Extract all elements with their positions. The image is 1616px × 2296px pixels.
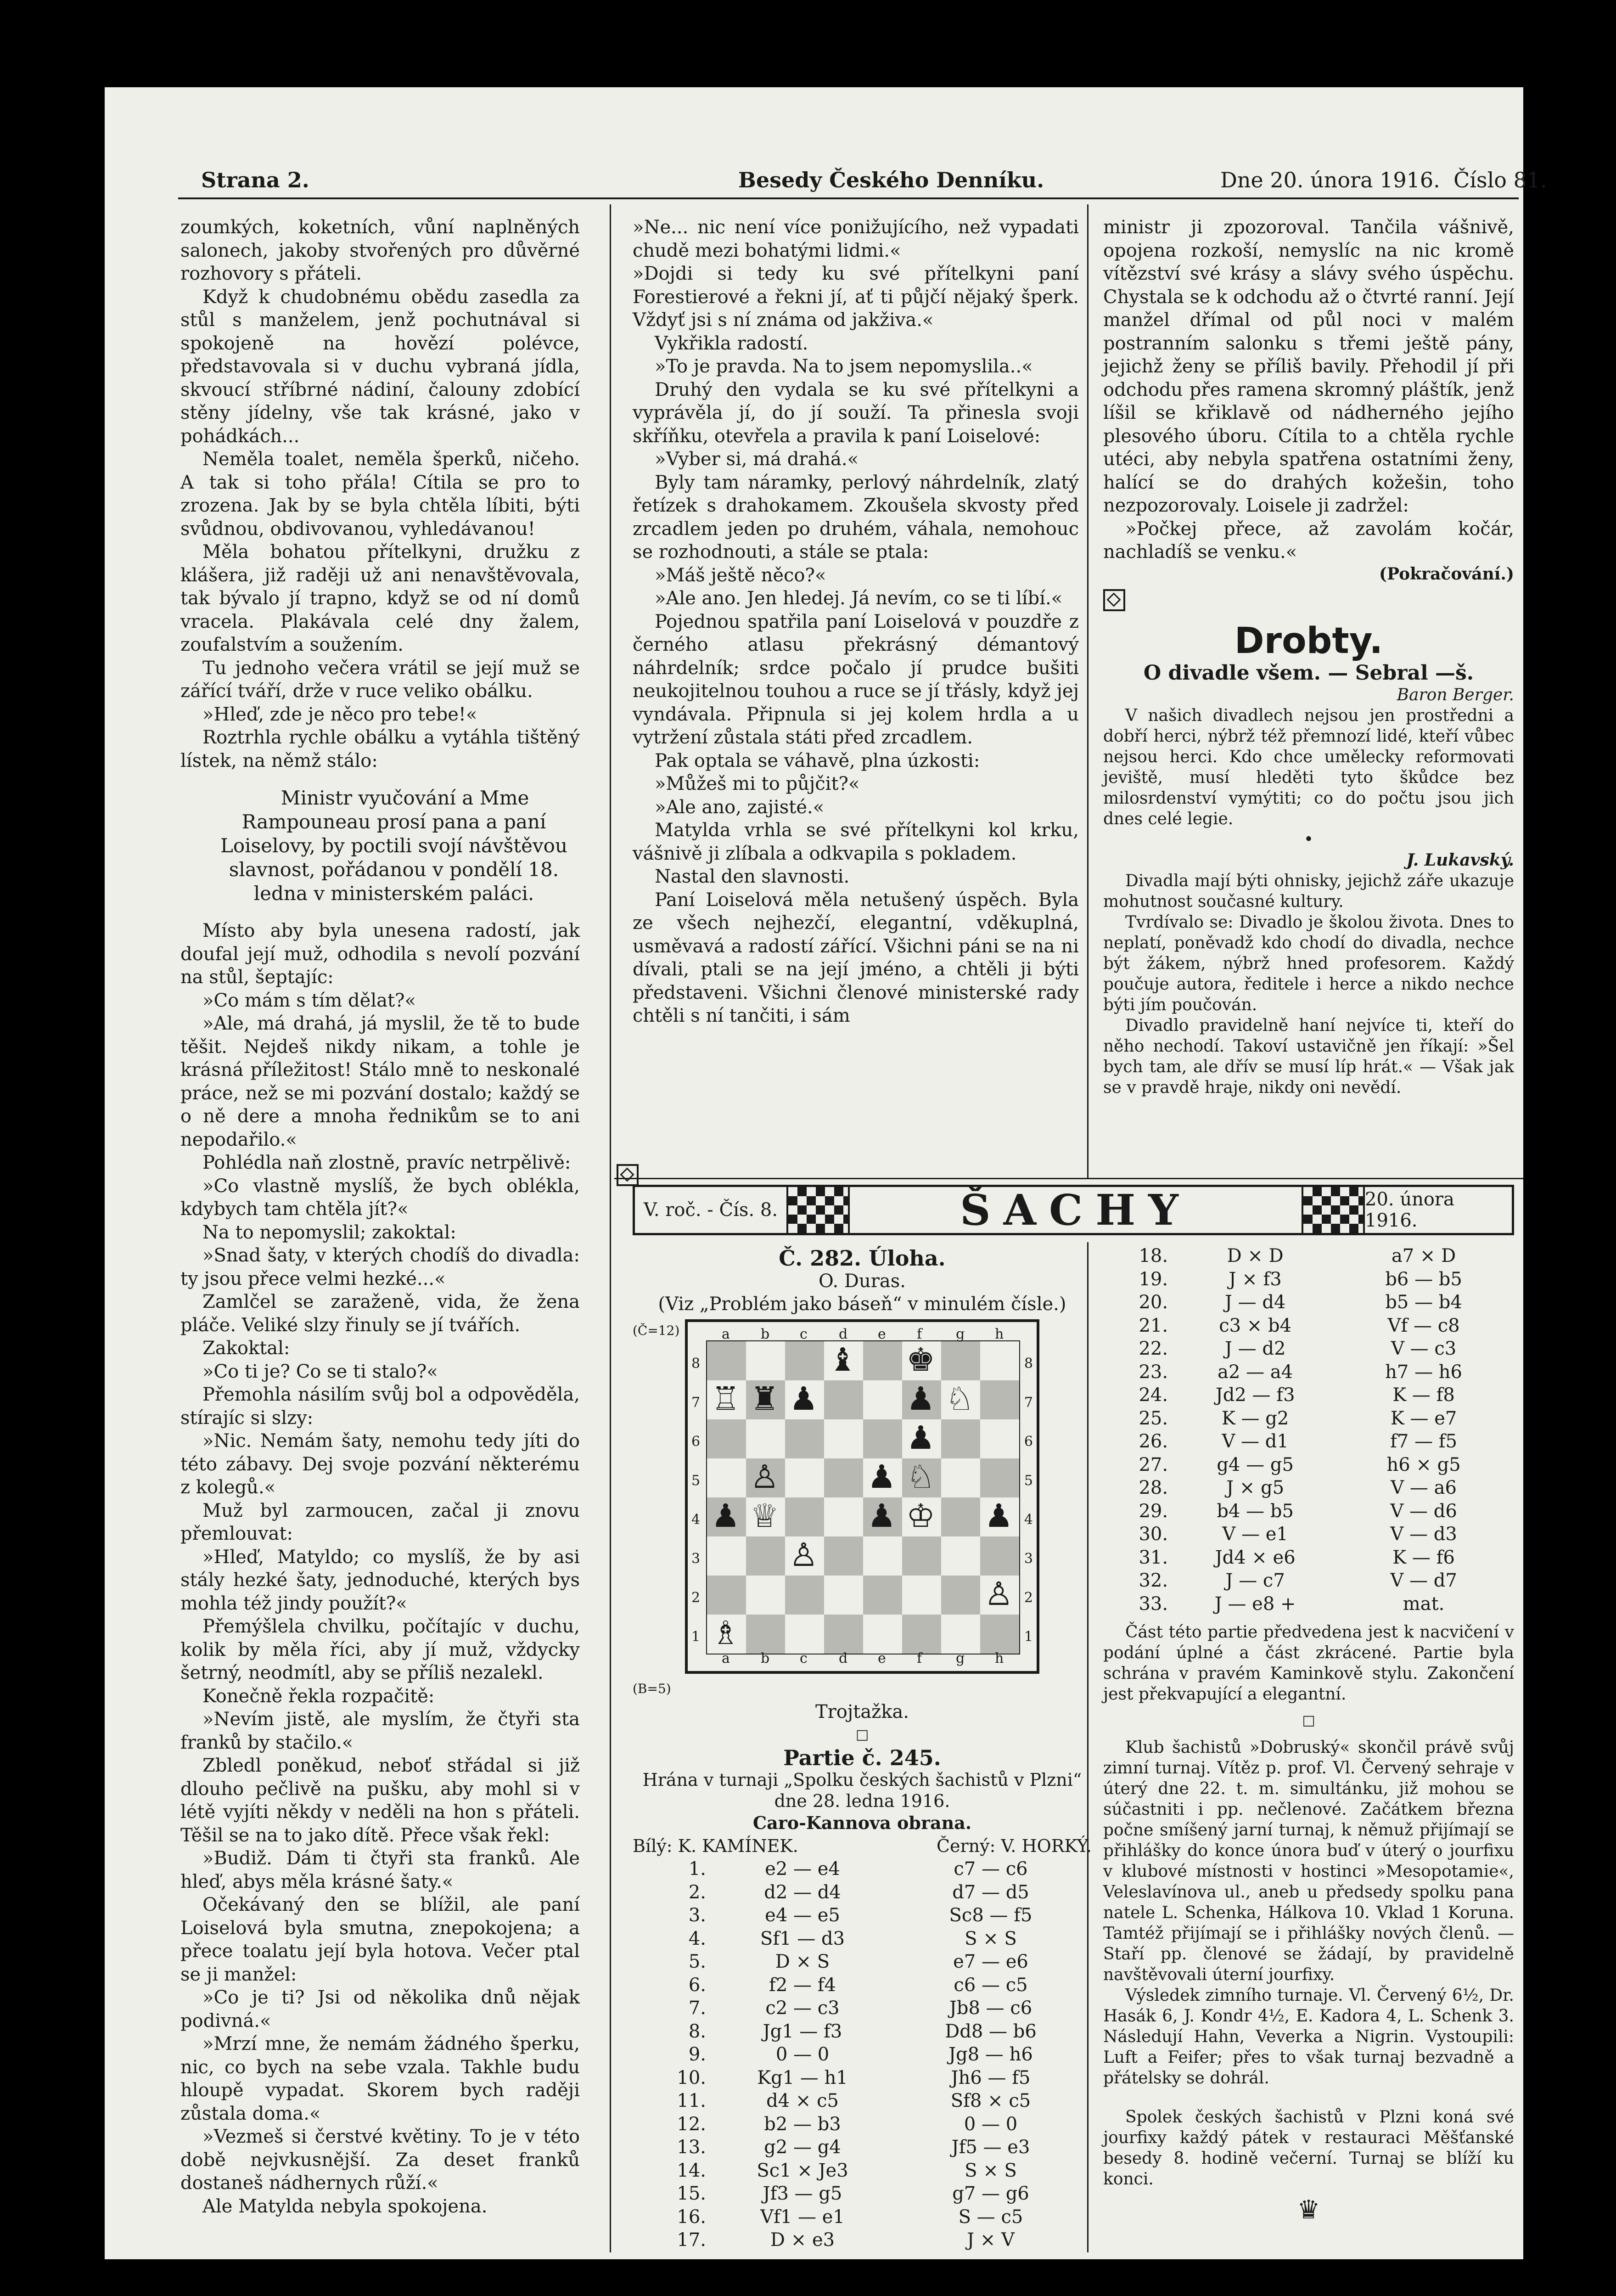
white-pawn-icon: ♙ <box>984 1575 1013 1613</box>
black-pawn-icon: ♟ <box>711 1497 740 1535</box>
move-row <box>633 2089 1092 2113</box>
invitation-text: Ministr vyučování a Mme Rampouneau prosí pana a paní Loiselovy, by poctili svojí návštěvou slavnost, pořádanou v pondělí 18. ledna v ministerském paláci. <box>220 787 568 905</box>
story-paragraph: Druhý den vydala se ku své přítelkyni a vyprávěla jí, do jí souží. Ta přinesla svoji skříňku, otevřela a pravila k paní Loiselové: <box>633 379 1079 447</box>
white-move: a2 — a4 <box>1218 1361 1293 1383</box>
file-label: f <box>917 1326 922 1342</box>
move-number: 17. <box>677 2229 706 2251</box>
move-number: 14. <box>677 2160 706 2181</box>
quote-text: Divadla mají býti ohnisky, jejichž záře ukazuje mohutnost současné kultury. <box>1103 872 1514 911</box>
white-move: e2 — e4 <box>765 1858 840 1880</box>
game-title: Partie č. 245. <box>783 1745 941 1770</box>
move-number: 28. <box>1139 1477 1168 1498</box>
rank-label: 4 <box>691 1512 701 1528</box>
move-number: 16. <box>677 2206 706 2228</box>
black-move: Jb8 — c6 <box>949 1998 1032 2019</box>
story-paragraph: Pohlédla naň zlostně, pravíc netrpělivě: <box>202 1152 571 1173</box>
move-row <box>1103 1546 1514 1570</box>
black-move: Dd8 — b6 <box>945 2020 1037 2042</box>
column-divider-left <box>610 204 611 2252</box>
black-move: J × V <box>967 2229 1015 2251</box>
chess-top-rule <box>614 1178 1523 1179</box>
black-move: V — d7 <box>1390 1570 1457 1591</box>
story-paragraph: Vykřikla radostí. <box>655 332 808 354</box>
story-paragraph: Když k chudobnému obědu zasedla za stůl s manželem, jenž pochutnával si spokojeně na hovězí polévce, představovala si v duchu vybraná jídla, skvoucí stříbrné nádiní, čalouny zdobící stěny jídelny, vše tak krásné, jako v pohádkách... <box>180 286 580 447</box>
white-move: V — d1 <box>1222 1431 1289 1452</box>
file-label: h <box>995 1650 1004 1666</box>
move-row <box>1103 1523 1514 1546</box>
story-paragraph: »Dojdi si tedy ku své přítelkyni paní Forestierové a řekni jí, ať ti půjčí nějaký šperk. Vždyť jsi s ní známa od jakživa.« <box>633 263 1079 331</box>
move-number: 27. <box>1139 1454 1168 1475</box>
story-paragraph: »Co mám s tím dělat?« <box>202 990 416 1011</box>
black-move: c6 — c5 <box>954 1974 1028 1996</box>
move-number: 15. <box>677 2183 706 2204</box>
game-comment: Část této partie předvedena jest k nacvičení v podání úplné a část zkrácené. Partie byla schrána v pravém Kaminkově stylu. Zakončení jest překvapující a elegantní. <box>1103 1623 1514 1704</box>
move-number: 9. <box>688 2044 706 2065</box>
story-paragraph: Na to nepomyslil; zakoktal: <box>202 1221 456 1243</box>
story-paragraph: Pak optala se váhavě, plna úzkosti: <box>655 750 980 771</box>
story-paragraph: »Nic. Nemám šaty, nemohu tedy jíti do této zábavy. Dej svoje pozvání některému z kolegů.« <box>180 1430 580 1498</box>
page-number: Strana 2. <box>201 168 309 192</box>
story-column-2 <box>633 216 1079 1028</box>
black-rook-icon: ♜ <box>750 1380 779 1418</box>
move-row <box>1103 1384 1514 1407</box>
move-row <box>633 2206 1092 2229</box>
file-label: c <box>800 1650 808 1666</box>
white-queen-icon: ♕ <box>750 1497 779 1535</box>
move-row <box>1103 1244 1514 1268</box>
chess-title: ŠACHY <box>850 1187 1303 1233</box>
move-row <box>1103 1361 1514 1384</box>
move-number: 25. <box>1139 1407 1168 1429</box>
white-player: Bílý: K. KAMÍNEK. <box>633 1836 798 1856</box>
rank-label: 6 <box>1024 1434 1033 1450</box>
white-move: b4 — b5 <box>1217 1500 1294 1522</box>
rank-label: 4 <box>1024 1512 1033 1528</box>
white-rook-icon: ♖ <box>711 1380 740 1418</box>
opening-name: Caro-Kannova obrana. <box>752 1812 972 1833</box>
story-paragraph: Konečně řekla rozpačitě: <box>202 1685 435 1707</box>
black-move: S — c5 <box>958 2206 1023 2228</box>
black-move: d7 — d5 <box>952 1881 1029 1903</box>
file-label: g <box>956 1326 965 1342</box>
move-number: 26. <box>1139 1431 1168 1452</box>
piece-count-white: (B=5) <box>633 1681 671 1696</box>
issue-date: Dne 20. února 1916. Číslo 81. <box>1220 168 1547 192</box>
move-number: 1. <box>688 1858 706 1880</box>
white-move: D × S <box>775 1951 830 1972</box>
story-paragraph: »Počkej přece, až zavolám kočár, nachladíš se venku.« <box>1103 518 1514 563</box>
checker-icon <box>1303 1187 1365 1233</box>
move-row <box>1103 1314 1514 1338</box>
newspaper-page <box>105 87 1547 2259</box>
story-paragraph: zoumkých, koketních, vůní naplněných salonech, jakoby stvořených pro důvěrné rozhovory s přáteli. <box>180 217 580 284</box>
black-pawn-icon: ♟ <box>984 1497 1013 1535</box>
black-move: c7 — c6 <box>954 1858 1028 1880</box>
story-paragraph: Ale Matylda nebyla spokojena. <box>202 2195 488 2217</box>
file-label: b <box>761 1650 770 1666</box>
black-move: V — c3 <box>1391 1338 1457 1359</box>
black-move: h7 — h6 <box>1385 1361 1463 1383</box>
story-paragraph: »Ale, má drahá, já myslil, že tě to bude těšit. Nejdeš nikdy nikam, a tohle je krásná příležitost! Stálo mně to neskonalé práce, než se mi pozvání dostalo; každý se o ně dere a mnoha řednikům se to ani nepodařilo.« <box>180 1013 580 1150</box>
story-paragraph: Nastal den slavnosti. <box>655 866 850 887</box>
white-move: 0 — 0 <box>775 2044 830 2065</box>
move-number: 10. <box>677 2067 706 2088</box>
move-row <box>1103 1593 1514 1616</box>
move-row <box>633 2182 1092 2206</box>
move-number: 2. <box>688 1881 706 1903</box>
game-note: Hrána v turnaji „Spolku českých šachistů v Plzni“ dne 28. ledna 1916. <box>642 1770 1082 1811</box>
white-move: Vf1 — e1 <box>760 2206 845 2228</box>
white-move: Sc1 × Je3 <box>757 2160 848 2181</box>
story-paragraph: »Co ti je? Co se ti stalo?« <box>202 1361 438 1382</box>
club-notice: Spolek českých šachistů v Plzni koná své jourfixy každý pátek v restauraci Měšťanské besedy 8. hodině večerní. Turnaj se blíží ku konci. <box>1103 2107 1514 2189</box>
black-move: e7 — e6 <box>953 1951 1028 1972</box>
black-move: V — d3 <box>1390 1524 1457 1545</box>
white-move: Jf3 — g5 <box>763 2183 842 2204</box>
white-move: J — d2 <box>1224 1338 1286 1359</box>
rank-label: 6 <box>691 1434 701 1450</box>
black-move: h6 × g5 <box>1386 1454 1461 1475</box>
move-number: 11. <box>677 2090 706 2111</box>
move-row <box>1103 1430 1514 1453</box>
story-paragraph: »Budiž. Dám ti čtyři sta franků. Ale hleď, abys měla krásné šaty.« <box>180 1848 580 1892</box>
quote-text: Divadlo pravidelně haní nejvíce ti, kteří do něho nechodí. Takoví ustavičně jen říkají: »Šel bych tam, ale dřív se musí líp hrát.« — Však jak se v pravdě hraje, nikdy oni nevědí. <box>1103 1016 1514 1097</box>
black-move: mat. <box>1403 1593 1445 1615</box>
move-number: 20. <box>1139 1292 1168 1313</box>
story-paragraph: Tu jednoho večera vrátil se její muž se zářící tváří, drže v ruce veliko obálku. <box>180 657 580 702</box>
rank-label: 2 <box>691 1590 701 1606</box>
story-paragraph: »Nevím jistě, ale myslím, že čtyři sta franků by stačilo.« <box>180 1709 580 1753</box>
white-move: J — d4 <box>1224 1292 1286 1313</box>
black-move: a7 × D <box>1391 1245 1456 1266</box>
black-pawn-icon: ♟ <box>867 1458 896 1496</box>
move-row <box>633 2020 1092 2043</box>
story-paragraph: »Ale ano. Jen hledej. Já nevím, co se ti líbí.« <box>655 588 1063 609</box>
move-row <box>633 1857 1092 1881</box>
story-paragraph: »Můžeš mi to půjčit?« <box>655 773 860 794</box>
drobty-subtitle: O divadle všem. — Sebral —š. <box>1143 661 1474 685</box>
section-ornament-icon <box>1103 589 1125 611</box>
black-pawn-icon: ♟ <box>789 1380 818 1418</box>
black-move: V — a6 <box>1391 1477 1457 1498</box>
black-move: g7 — g6 <box>952 2183 1029 2204</box>
white-knight-icon: ♘ <box>906 1458 935 1496</box>
file-label: a <box>722 1650 730 1666</box>
story-paragraph: »Hleď, Matyldo; co myslíš, že by asi stály hezké šaty, jednoduché, kterých bys mohla též jindy použít?« <box>180 1546 580 1614</box>
move-row <box>1103 1453 1514 1477</box>
black-move: K — f6 <box>1392 1547 1455 1568</box>
column-divider-right <box>1087 204 1089 1178</box>
file-label: c <box>800 1326 808 1342</box>
chess-column-left: Č. 282. Úloha. O. Duras. (Viz „Problém jako báseň“ v minulém čísle.) (Č=12) (B=5) a a b b c c d d e e f f g g h h 8 8 7 7 6 6 5 5 4 4 3 3 2 2 1 1 ♝ ♚ ♜ ♖ ♟ ♘ ♟ ♟ ♙ ♟ ♘ ♟ ♕ ♟ ♔ ♟ ♙ ♙ ♗ Trojtažka. □ Partie č. 245. Hrána v turnaji „Spolku českých šachistů v Plzni“ dne 28. ledna 1916. Caro-Kannova obrana. Bílý: K. KAMÍNEK. Černý: V. HORKÝ. 1. e2 — e4 c7 — c6 2. d2 — d4 d7 — d5 3. e4 — e5 Sc8 — f5 4. Sf1 — d3 S × S 5. D × S e7 — e6 6. f2 — f4 c6 — c5 7. c2 — c3 Jb8 — c6 8. Jg1 — f3 Dd8 — b6 9. 0 — 0 Jg8 — h6 10. Kg1 — h1 Jh6 — f5 11. d4 × c5 Sf8 × c5 12. b2 — b3 0 — 0 13. g2 — g4 Jf5 — e3 14. Sc1 × Je3 S × S 15. Jf3 — g5 g7 — g6 16. Vf1 — e1 S — c5 17. D × e3 J × V <box>633 1247 1092 2252</box>
move-number: 24. <box>1139 1384 1168 1406</box>
black-move: 0 — 0 <box>964 2113 1018 2135</box>
chess-diagram <box>685 1319 1039 1674</box>
story-paragraph: Roztrhla rychle obálku a vytáhla tištěný lístek, na němž stálo: <box>180 727 580 771</box>
white-move: Jd4 × e6 <box>1215 1547 1296 1568</box>
problem-note: (Viz „Problém jako báseň“ v minulém čísle.) <box>658 1294 1066 1315</box>
moves-table-left <box>633 1857 1092 2252</box>
quote-author: Baron Berger. <box>1397 686 1514 704</box>
black-move: S × S <box>965 1928 1017 1949</box>
rank-label: 7 <box>1024 1395 1033 1411</box>
checker-icon <box>788 1187 850 1233</box>
white-knight-icon: ♘ <box>945 1380 974 1418</box>
story-paragraph: Zbledl poněkud, neboť střádal si již dlouho pečlivě na pušku, aby mohl si v létě vyjíti někdy v neděli na hon s přáteli. Těšil se na to jako dítě. Přece však řekl: <box>180 1755 580 1846</box>
story-paragraph: Očekávaný den se blížil, ale paní Loiselová byla smutna, znepokojena; a přece toalatu její byla hotova. Večer ptal se ji manžel: <box>180 1894 580 1985</box>
move-number: 31. <box>1139 1547 1168 1568</box>
move-number: 32. <box>1139 1570 1168 1591</box>
white-move: J × f3 <box>1229 1268 1282 1290</box>
white-move: J — c7 <box>1225 1570 1285 1591</box>
continued-note: (Pokračování.) <box>1379 564 1514 584</box>
white-move: Jg1 — f3 <box>763 2020 842 2042</box>
move-row <box>1103 1337 1514 1361</box>
move-row <box>633 1927 1092 1951</box>
chess-banner <box>633 1185 1514 1235</box>
move-number: 33. <box>1139 1593 1168 1615</box>
white-move: e4 — e5 <box>765 1905 840 1926</box>
story-paragraph: »Mrzí mne, že nemám žádného šperku, nic, co bych na sebe vzala. Takhle budu hloupě vypadat. Skorem bych raději zůstala doma.« <box>180 2033 580 2124</box>
white-move: d2 — d4 <box>764 1881 841 1903</box>
move-number: 5. <box>688 1951 706 1972</box>
move-number: 7. <box>688 1998 706 2019</box>
story-paragraph: »Snad šaty, v kterých chodíš do divadla: ty jsou přece velmi hezké...« <box>180 1245 580 1289</box>
rank-label: 1 <box>691 1629 701 1645</box>
rank-label: 8 <box>691 1356 701 1372</box>
black-player: Černý: V. HORKÝ. <box>936 1836 1092 1856</box>
move-row <box>633 1974 1092 1997</box>
chess-volume: V. roč. - Čís. 8. <box>635 1187 788 1233</box>
move-number: 13. <box>677 2137 706 2158</box>
white-move: J × g5 <box>1226 1477 1285 1498</box>
white-move: g4 — g5 <box>1217 1454 1294 1475</box>
story-paragraph: Zakoktal: <box>202 1338 290 1359</box>
move-row <box>1103 1500 1514 1523</box>
moves-table-right <box>1103 1244 1514 1615</box>
white-move: g2 — g4 <box>764 2137 841 2158</box>
move-row <box>633 2043 1092 2066</box>
move-number: 22. <box>1139 1338 1168 1359</box>
white-pawn-icon: ♙ <box>750 1458 779 1496</box>
move-row <box>633 1904 1092 1927</box>
move-row <box>633 2136 1092 2159</box>
move-row <box>1103 1291 1514 1314</box>
story-paragraph: Měla bohatou přítelkyni, družku z klášera, již raději už ani nenavštěvovala, tak bývalo jí trapno, když se od ní domů vracela. Plakávala celé dny žalem, zoufalstvím a soužením. <box>180 541 580 655</box>
white-move: D × e3 <box>770 2229 835 2251</box>
story-paragraph: »Co vlastně myslíš, že bych oblékla, kdybych tam chtěla jít?« <box>180 1175 580 1220</box>
story-paragraph: »To je pravda. Na to jsem nepomyslila..« <box>655 356 1033 377</box>
black-pawn-icon: ♟ <box>906 1380 935 1418</box>
file-label: d <box>839 1326 848 1342</box>
newspaper-title: Besedy Českého Denníku. <box>738 168 1044 192</box>
move-number: 21. <box>1139 1315 1168 1336</box>
story-paragraph: Neměla toalet, neměla šperků, ničeho. A tak si toho přála! Cítila se pro to zrozena. Jak by se byla chtěla líbiti, býti svůdnou, obdivovanou, vyhledávanou! <box>180 449 580 540</box>
move-number: 3. <box>688 1905 706 1926</box>
story-paragraph: Místo aby byla unesena radostí, jak doufal její muž, odhodila s nevolí pozvání na stůl, šeptajíc: <box>180 920 580 988</box>
move-row <box>633 2066 1092 2090</box>
white-move: c3 × b4 <box>1219 1315 1292 1336</box>
white-move: f2 — f4 <box>769 1974 836 1996</box>
story-paragraph: ministr ji zpozoroval. Tančila vášnivě, opojena rozkoší, nemyslíc na nic kromě vítězství své krásy a slávy svého úspěchu. Chystala se k odchodu až o čtvrté ranní. Její manžel dřímal od půl noci v malém postranním salonku s třemi ještě pány, jejichž ženy se příliš bavily. Přehodil jí při odchodu přes ramena skromný pláštík, jenž líšil se křiklavě od nádherného jejího plesového úboru. Cítila to a chtěla rychle utéci, aby nebyla spatřena ostatními ženy, halící se do drahých kožešin, toho nezpozorovaly. Loisele ji zadržel: <box>1103 217 1514 516</box>
black-move: K — f8 <box>1392 1384 1455 1406</box>
file-label: f <box>917 1650 922 1666</box>
white-bishop-icon: ♗ <box>711 1614 740 1652</box>
move-row <box>1103 1268 1514 1291</box>
move-number: 29. <box>1139 1500 1168 1522</box>
white-move: D × D <box>1227 1245 1284 1266</box>
rank-label: 8 <box>1024 1356 1033 1372</box>
white-pawn-icon: ♙ <box>789 1536 818 1574</box>
white-move: b2 — b3 <box>764 2113 841 2135</box>
black-move: b5 — b4 <box>1385 1292 1462 1313</box>
story-paragraph: Přemohla násilím svůj bol a odpověděla, stírajíc si slzy: <box>180 1384 580 1429</box>
quote-text: Tvrdívalo se: Divadlo je školou života. Dnes to neplatí, poněvadž kdo chodí do divadla, nechce být žákem, nýbrž hned profesorem. Každý poučuje autora, ředitele i herce a nikdo nechce býti jím poučován. <box>1103 913 1514 1014</box>
story-paragraph: »Máš ještě něco?« <box>655 564 826 586</box>
story-paragraph: »Vezmeš si čerstvé květiny. To je v této době nejvkusnější. Za deset franků dostaneš nádhernych růží.« <box>180 2126 580 2194</box>
black-move: Jh6 — f5 <box>951 2067 1031 2088</box>
story-paragraph: Matylda vrhla se své přítelkyni kol krku, vášnivě ji zlíbala a odkvapila s pokladem. <box>633 820 1079 864</box>
black-pawn-icon: ♟ <box>906 1419 935 1457</box>
move-number: 4. <box>688 1928 706 1949</box>
section-ornament-icon <box>617 1164 639 1186</box>
white-move: c2 — c3 <box>765 1998 840 2019</box>
story-paragraph: Pojednou spatřila paní Loiselová v pouzdře z černého atlasu překrásný démantový náhrdelník; srdce počalo jí prudce bušiti neukojitelnou touhou a ruce se jí třásly, když jej vyndávala. Připnula si jej kolem hrdla a u vytržení zůstala státi před zrcadlem. <box>633 611 1079 748</box>
rank-label: 5 <box>691 1473 701 1489</box>
story-paragraph: Muž byl zarmoucen, začal ji znovu přemlouvat: <box>180 1500 580 1544</box>
rank-label: 3 <box>1024 1551 1033 1567</box>
black-move: Sc8 — f5 <box>949 1905 1032 1926</box>
story-paragraph: »Vyber si, má drahá.« <box>655 449 859 470</box>
file-label: g <box>956 1650 965 1666</box>
story-column-1 <box>180 216 580 2218</box>
white-move: Jd2 — f3 <box>1215 1384 1295 1406</box>
black-king-icon: ♚ <box>906 1341 935 1379</box>
file-label: b <box>761 1326 770 1342</box>
move-number: 30. <box>1139 1524 1168 1545</box>
problem-author: O. Duras. <box>819 1271 906 1292</box>
move-row <box>633 2159 1092 2183</box>
quote-author: J. Lukavský. <box>1406 850 1514 870</box>
move-row <box>633 1997 1092 2020</box>
rank-label: 2 <box>1024 1590 1033 1606</box>
quote-text: V našich divadlech nejsou jen prostředni a dobří herci, nýbrž též přemnozí lidé, kteří vůbec nejsou herci. Kdo chce umělecky reformovati jeviště, musí hleděti tyto škůdce bez milosrdenství vymýtiti; co do počtu jsou jich dnes celé legie. <box>1103 706 1514 828</box>
move-row <box>633 1950 1092 1974</box>
move-row <box>633 2228 1092 2252</box>
story-column-3: ministr ji zpozoroval. Tančila vášnivě, opojena rozkoší, nemyslíc na nic kromě vítězství své krásy a slávy svého úspěchu. Chystala se k odchodu až o čtvrté ranní. Její manžel dřímal od půl noci v malém postranním salonku s třemi ještě pány, jejichž ženy se příliš bavily. Přehodil jí při odchodu přes ramena skromný pláštík, jenž líšil se křiklavě od nádherného jejího plesového úboru. Cítila to a chtěla rychle utéci, aby nebyla spatřena ostatními ženy, halící se do drahých kožešin, toho nezpozorovaly. Loisele ji zadržel: »Počkej přece, až zavolám kočár, nachladíš se venku.« (Pokračování.) Drobty. O divadle všem. — Sebral —š. Baron Berger. V našich divadlech nejsou jen prostředni a dobří herci, nýbrž též přemnozí lidé, kteří vůbec nejsou herci. Kdo chce umělecky reformovati jeviště, musí hleděti tyto škůdce bez milosrdenství vymýtiti; co do počtu jsou jich dnes celé legie. • J. Lukavský. Divadla mají býti ohnisky, jejichž záře ukazuje mohutnost současné kultury. Tvrdívalo se: Divadlo je školou života. Dnes to neplatí, poněvadž kdo chodí do divadla, nechce být žákem, nýbrž hned profesorem. Každý poučuje autora, ředitele i herce a nikdo nechce býti jím poučován. Divadlo pravidelně haní nejvíce ti, kteří do něho nechodí. Takoví ustavičně jen říkají: »Šel bych tam, ale dřív se musí líp hrát.« — Však jak se v pravdě hraje, nikdy oni nevědí. <box>1103 217 1514 1097</box>
problem-title: Č. 282. Úloha. <box>779 1246 946 1271</box>
black-move: Sf8 × c5 <box>950 2090 1031 2111</box>
move-row <box>633 1881 1092 1904</box>
move-number: 8. <box>688 2020 706 2042</box>
story-paragraph: Zamlčel se zaraženě, vida, že žena pláče. Veliké slzy řinuly se jí tvářích. <box>180 1291 580 1336</box>
move-number: 12. <box>677 2113 706 2135</box>
black-move: Vf — c8 <box>1387 1315 1460 1336</box>
rank-label: 3 <box>691 1551 701 1567</box>
file-label: a <box>722 1326 730 1342</box>
rank-label: 1 <box>1024 1629 1033 1645</box>
story-paragraph: »Ne... nic není více ponižujícího, než vypadati chudě mezi bohatými lidmi.« <box>633 217 1079 261</box>
rank-label: 7 <box>691 1395 701 1411</box>
story-paragraph: »Ale ano, zajisté.« <box>655 796 825 818</box>
black-pawn-icon: ♟ <box>867 1497 896 1535</box>
black-move: S × S <box>965 2160 1017 2181</box>
story-paragraph: »Co je ti? Jsi od několika dnů nějak podivná.« <box>180 1987 580 2032</box>
move-row <box>633 2113 1092 2136</box>
file-label: h <box>995 1326 1004 1342</box>
file-label: e <box>878 1650 886 1666</box>
move-number: 19. <box>1139 1268 1168 1290</box>
black-move: V — d6 <box>1390 1500 1457 1522</box>
white-move: Sf1 — d3 <box>760 1928 845 1949</box>
move-row <box>1103 1407 1514 1430</box>
black-move: K — e7 <box>1390 1407 1457 1429</box>
black-move: Jf5 — e3 <box>951 2137 1030 2158</box>
file-label: d <box>839 1650 848 1666</box>
white-move: d4 × c5 <box>766 2090 839 2111</box>
header-rule <box>178 197 1519 199</box>
move-row <box>1103 1569 1514 1593</box>
move-row <box>1103 1476 1514 1500</box>
piece-count-black: (Č=12) <box>633 1323 680 1338</box>
move-number: 18. <box>1139 1245 1168 1266</box>
crown-ornament-icon: ♛ <box>1297 2195 1320 2225</box>
white-move: V — e1 <box>1222 1524 1288 1545</box>
story-paragraph: Byly tam náramky, perlový náhrdelník, zlatý řetízek s drahokamem. Zkoušela skvosty před zrcadlem jeden po druhém, váhala, nemohouc se rozhodnouti, a stále se ptala: <box>633 472 1079 563</box>
problem-caption: Trojtažka. <box>815 1701 909 1722</box>
move-number: 23. <box>1139 1361 1168 1383</box>
drobty-title: Drobty. <box>1234 620 1383 662</box>
black-move: b6 — b5 <box>1385 1268 1462 1290</box>
chess-date: 20. února 1916. <box>1365 1189 1454 1231</box>
story-paragraph: »Hleď, zde je něco pro tebe!« <box>202 703 477 725</box>
story-paragraph: Přemýšlela chvilku, počítajíc v duchu, kolik by měla říci, aby jí muž, vždycky šetrný, neodmítl, aby se příliš nezalekl. <box>180 1616 580 1683</box>
white-move: J — e8 + <box>1214 1593 1296 1615</box>
white-king-icon: ♔ <box>906 1497 935 1535</box>
club-notice: Klub šachistů »Dobruský« skončil právě svůj zimní turnaj. Vítěz p. prof. Vl. Červený sehraje v úterý dne 22. t. m. simultánku, již mohou se súčastniti i pp. nečlenové. Začátkem března počne smíšený jarní turnaj, k němuž přijímají se přihlášky do konce února buď v úterý o jourfixu v klubové místnosti v hostinci »Mesopotamie«, Veleslavínova ul., aneb u předsedy spolku pana natele L. Schenka, Hálkova 10. Vklad 1 Koruna. Tamtéž přijímají se i přihlášky nových členů. — Staří pp. členové se žádají, by pravidelně navštěvovali úterní jourfixy. <box>1103 1738 1514 1984</box>
white-move: K — g2 <box>1221 1407 1289 1429</box>
white-move: Kg1 — h1 <box>757 2067 848 2088</box>
black-bishop-icon: ♝ <box>828 1341 857 1379</box>
rank-label: 5 <box>1024 1473 1033 1489</box>
story-paragraph: Paní Loiselová měla netušený úspěch. Byla ze všech nejhezčí, elegantní, vděkuplná, usměvavá a radostí zářící. Všichni páni se na ni dívali, ptali se na její jméno, a chtěli ji býti představeni. Všichni členové ministerské rady chtěli s ní tančiti, i sám <box>633 889 1079 1026</box>
move-number: 6. <box>688 1974 706 1996</box>
chess-column-right: 18. D × D a7 × D 19. J × f3 b6 — b5 20. J — d4 b5 — b4 21. c3 × b4 Vf — c8 22. J — d2 V — c3 23. a2 — a4 h7 — h6 24. Jd2 — f3 K — f8 25. K — g2 K — e7 26. V — d1 f7 — f5 27. g4 — g5 h6 × g5 28. J × g5 V — a6 29. b4 — b5 V — d6 30. V — e1 V — d3 31. Jd4 × e6 K — f6 32. J — c7 V — d7 33. J — e8 + mat. Část této partie předvedena jest k nacvičení v podání úplné a část zkrácené. Partie byla schrána v pravém Kaminkově stylu. Zakončení jest překvapující a elegantní. □ Klub šachistů »Dobruský« skončil právě svůj zimní turnaj. Vítěz p. prof. Vl. Červený sehraje v úterý dne 22. t. m. simultánku, již mohou se súčastniti i pp. nečlenové. Začátkem března počne smíšený jarní turnaj, k němuž přijímají se přihlášky do konce února buď v úterý o jourfixu v klubové místnosti v hostinci »Mesopotamie«, Veleslavínova ul., aneb u předsedy spolku pana natele L. Schenka, Hálkova 10. Vklad 1 Koruna. Tamtéž přijímají se i přihlášky nových členů. — Staří pp. členové se žádají, by pravidelně navštěvovali úterní jourfixy. Výsledek zimního turnaje. Vl. Červený 6½, Dr. Hasák 6, J. Kondr 4½, E. Kadora 4, L. Schenk 3. Následují Hahn, Veverka a Nigrin. Vystoupili: Luft a Feifer; přes to však turnaj bezvadně a přátelsky se dohrál. Spolek českých šachistů v Plzni koná své jourfixy každý pátek v restauraci Měšťanské besedy 8. hodině večerní. Turnaj se blíží ku konci. ♛ <box>1103 1245 1514 2225</box>
file-label: e <box>878 1326 886 1342</box>
club-notice: Výsledek zimního turnaje. Vl. Červený 6½, Dr. Hasák 6, J. Kondr 4½, E. Kadora 4, L. Schenk 3. Následují Hahn, Veverka a Nigrin. Vystoupili: Luft a Feifer; přes to však turnaj bezvadně a přátelsky se dohrál. <box>1103 1986 1514 2088</box>
black-move: f7 — f5 <box>1390 1431 1458 1452</box>
black-move: Jg8 — h6 <box>948 2044 1033 2065</box>
